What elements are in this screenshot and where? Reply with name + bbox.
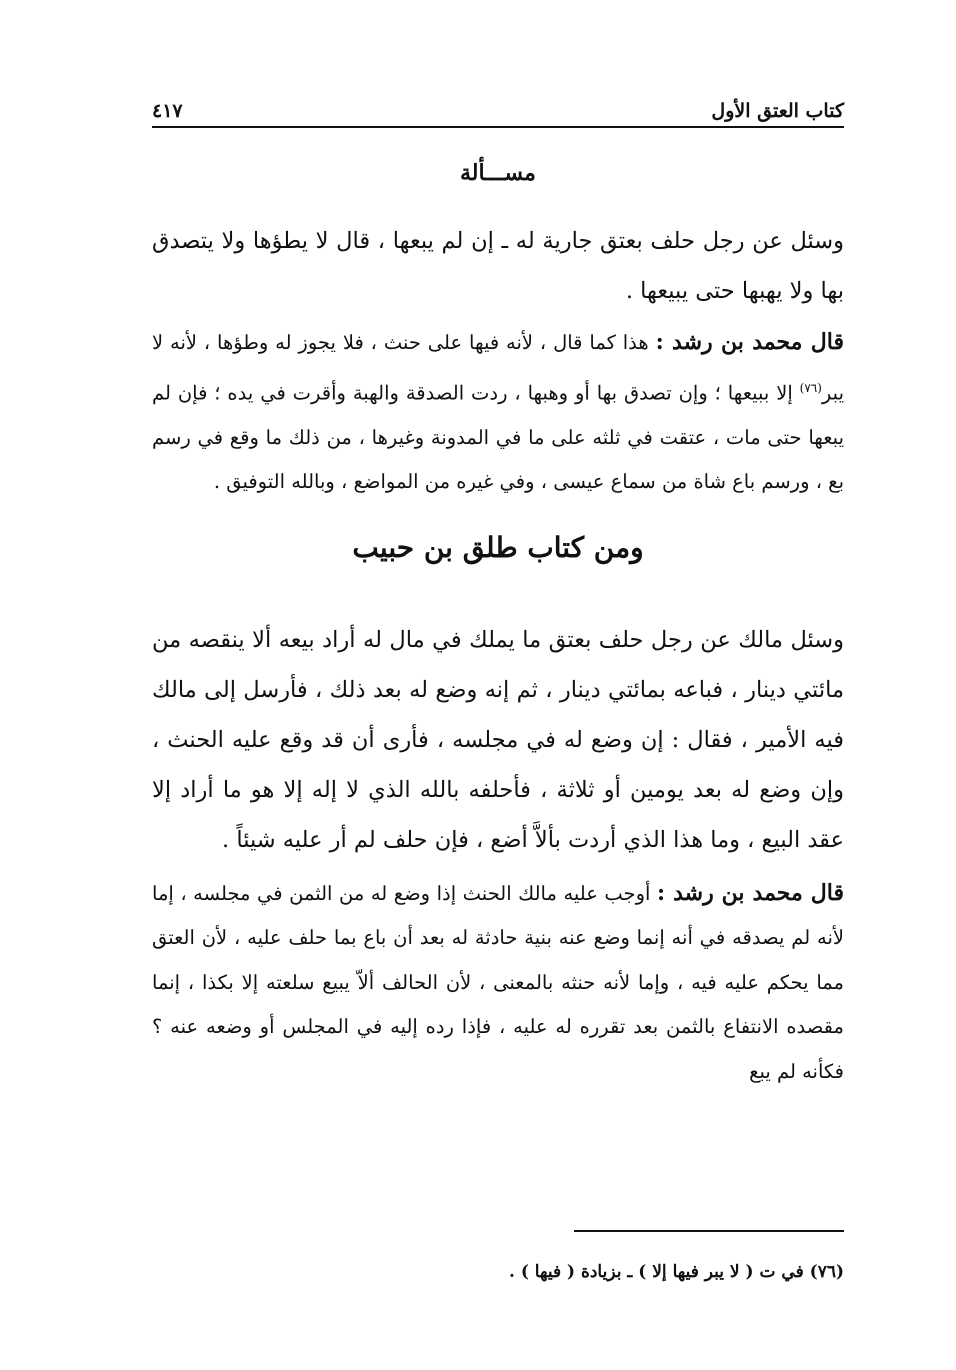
main-text: [152, 160, 844, 1094]
footnote-reference: (٧٦): [799, 380, 822, 395]
commentary-text-part1: هذا كما قال ، لأنه فيها على حنث ، فلا يجوز له وطؤها ، لأنه لا يبر: [152, 331, 844, 404]
footnote-separator: [574, 1230, 844, 1232]
book-title: كتاب العتق الأول: [711, 100, 844, 122]
footnote: (٧٦) في ت ( لا يبر فيها إلا ) ـ بزيادة ( فيها ) .: [509, 1262, 844, 1282]
commentary-text: أوجب عليه مالك الحنث إذا وضع له من الثمن في مجلسه ، إما لأنه لم يصدقه في أنه إنما وضع عنه بنية حادثة له بعد أن باع بما حلف عليه ، لأن العتق مما يحكم عليه فيه ، وإما لأنه حنثه بالمعنى ، لأن الحالف ألاّ يبيع سلعته إلا بكذا ، إنما مقصده الانتفاع بالثمن بعد تقرره له عليه ، فإذا رده إليه في المجلس أو وضعه عنه ؟ فكأنه لم يبع: [152, 881, 844, 1083]
page-number: ٤١٧: [152, 100, 183, 122]
section-heading-talaq: ومن كتاب طلق بن حبيب: [352, 530, 644, 564]
commentary-paragraph-1: [152, 320, 844, 505]
commentary-lead: قال محمد بن رشد :: [656, 879, 844, 906]
commentary-paragraph-2: [152, 871, 844, 1095]
section-heading-masala: مســـألة: [460, 160, 536, 186]
question-paragraph-1: وسئل عن رجل حلف بعتق جارية له ـ إن لم يبعها ، قال لا يطؤها ولا يتصدق بها ولا يهبها حتى يبيعها .: [152, 228, 844, 304]
commentary-text-part2: إلا ببيعها ؛ وإن تصدق بها أو وهبها ، ردت الصدقة والهبة وأقرت في يده ؛ فإن لم يبعها حتى مات ، عتقت في ثلثه على ما في المدونة وغيرها ، من ذلك ما وقع في رسم بع ، ورسم باع شاة من سماع عيسى ، وفي غيره من المواضع ، وبالله التوفيق .: [152, 381, 844, 493]
running-header: [152, 92, 844, 128]
question-paragraph-2: وسئل مالك عن رجل حلف بعتق ما يملك في مال له أراد بيعه ألا ينقصه من مائتي دينار ، فباعه بمائتي دينار ، ثم إنه وضع له بعد ذلك ، فأرسل إلى مالك فيه الأمير ، فقال : إن وضع له في مجلسه ، فأرى أن قد وقع عليه الحنث ، وإن وضع له بعد يومين أو ثلاثة ، فأحلفه بالله الذي لا إله إلا هو ما أراد إلا عقد البيع ، وما هذا الذي أردت بألاَّ أضع ، فإن حلف لم أر عليه شيئاً .: [152, 626, 844, 853]
commentary-lead: قال محمد بن رشد :: [655, 329, 844, 355]
